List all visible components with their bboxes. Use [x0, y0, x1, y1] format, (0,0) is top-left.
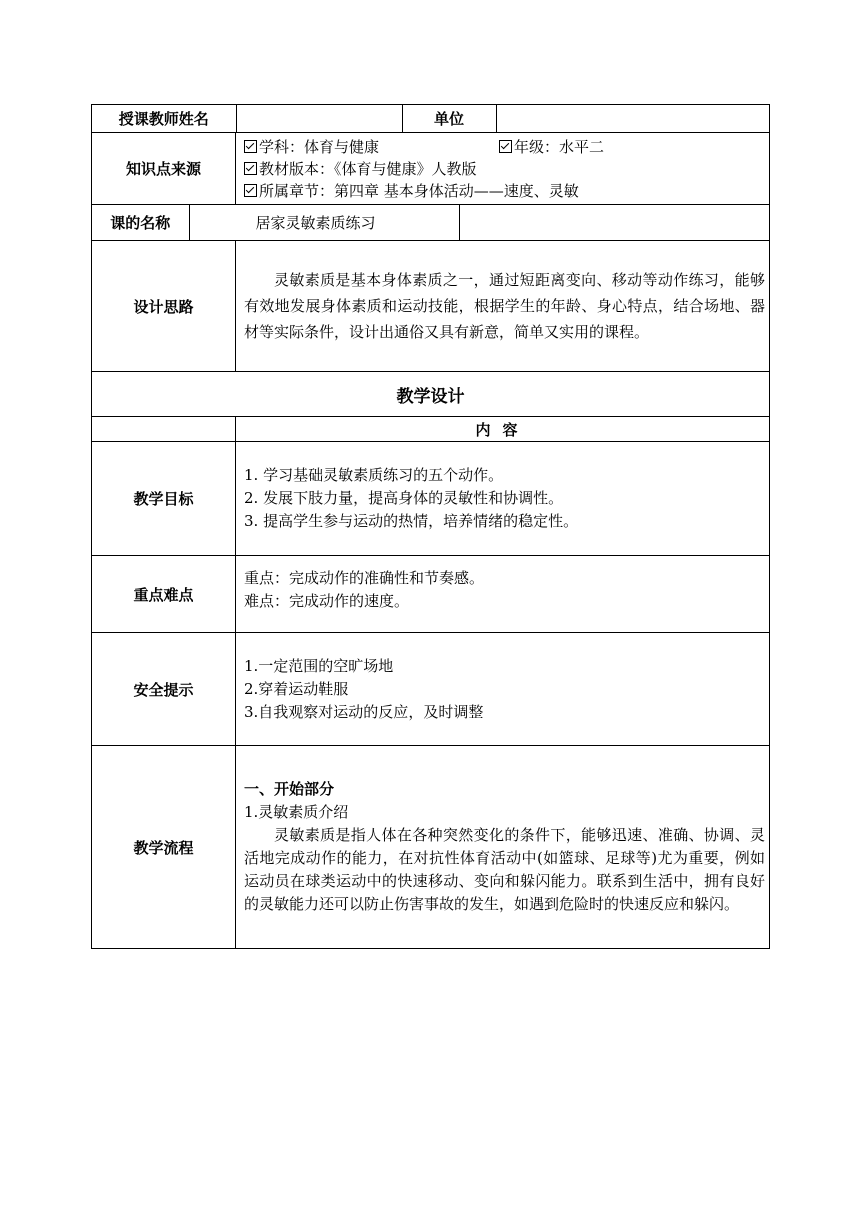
lesson-plan-table: [91, 104, 770, 949]
source-details: [236, 133, 770, 205]
design-idea-text: 灵敏素质是基本身体素质之一，通过短距离变向、移动等动作练习，能够有效地发展身体素质和运动技能，根据学生的年龄、身心特点，结合场地、器材等实际条件，设计出通俗又具有新意，简单又实用的课程。: [236, 241, 770, 372]
source-grade: 年级：水平二: [514, 137, 605, 156]
source-label: 知识点来源: [92, 133, 236, 205]
safety-item: 3.自我观察对运动的反应，及时调整: [244, 702, 484, 721]
source-subject: 学科：体育与健康: [259, 137, 380, 156]
goal-item: 2. 发展下肢力量，提高身体的灵敏性和协调性。: [244, 489, 564, 507]
checkbox-icon: [499, 140, 512, 153]
key-point-item: 难点：完成动作的速度。: [244, 592, 410, 610]
goals-label: 教学目标: [92, 442, 236, 556]
course-name-value: 居家灵敏素质练习: [189, 205, 459, 240]
source-line-3: [244, 180, 769, 202]
source-line-1: [244, 136, 769, 158]
process-part-title: 一、开始部分: [244, 780, 335, 798]
safety-item: 2.穿着运动鞋服: [244, 679, 349, 698]
safety-label: 安全提示: [92, 633, 236, 746]
goal-item: 1. 学习基础灵敏素质练习的五个动作。: [244, 466, 504, 484]
course-name-empty: [459, 205, 768, 240]
process-label: 教学流程: [92, 746, 236, 949]
key-points-label: 重点难点: [92, 556, 236, 633]
lesson-plan-document: [91, 104, 769, 949]
teacher-name-label: 授课教师姓名: [92, 105, 236, 132]
unit-label: 单位: [402, 105, 496, 132]
checkbox-icon: [244, 184, 257, 197]
checkbox-icon: [244, 162, 257, 175]
checkbox-icon: [244, 140, 257, 153]
safety-item: 1.一定范围的空旷场地: [244, 656, 394, 675]
goals-list: [236, 442, 770, 556]
source-line-2: [244, 158, 769, 180]
process-content: [236, 746, 770, 949]
unit-value: [496, 105, 768, 132]
key-points-list: [236, 556, 770, 633]
process-text: 灵敏素质是指人体在各种突然变化的条件下，能够迅速、准确、协调、灵活地完成动作的能力，在对抗性体育活动中(如篮球、足球等)尤为重要，例如运动员在球类运动中的快速移动、变向和躲闪能力。联系到生活中，拥有良好的灵敏能力还可以防止伤害事故的发生，如遇到危险时的快速反应和躲闪。: [244, 826, 765, 913]
content-header-blank: [92, 417, 236, 442]
design-idea-label: 设计思路: [92, 241, 236, 372]
teacher-name-value: [236, 105, 402, 132]
goal-item: 3. 提高学生参与运动的热情，培养情绪的稳定性。: [244, 512, 579, 530]
section-title: 教学设计: [92, 372, 770, 417]
source-textbook: 教材版本：《体育与健康》人教版: [259, 159, 477, 178]
key-point-item: 重点：完成动作的准确性和节奏感。: [244, 569, 485, 587]
course-name-label: 课的名称: [92, 205, 189, 240]
source-chapter: 所属章节：第四章 基本身体活动——速度、灵敏: [259, 181, 579, 200]
process-sub-title: 1.灵敏素质介绍: [244, 803, 349, 821]
content-header: 内容: [236, 417, 770, 442]
safety-list: [236, 633, 770, 746]
